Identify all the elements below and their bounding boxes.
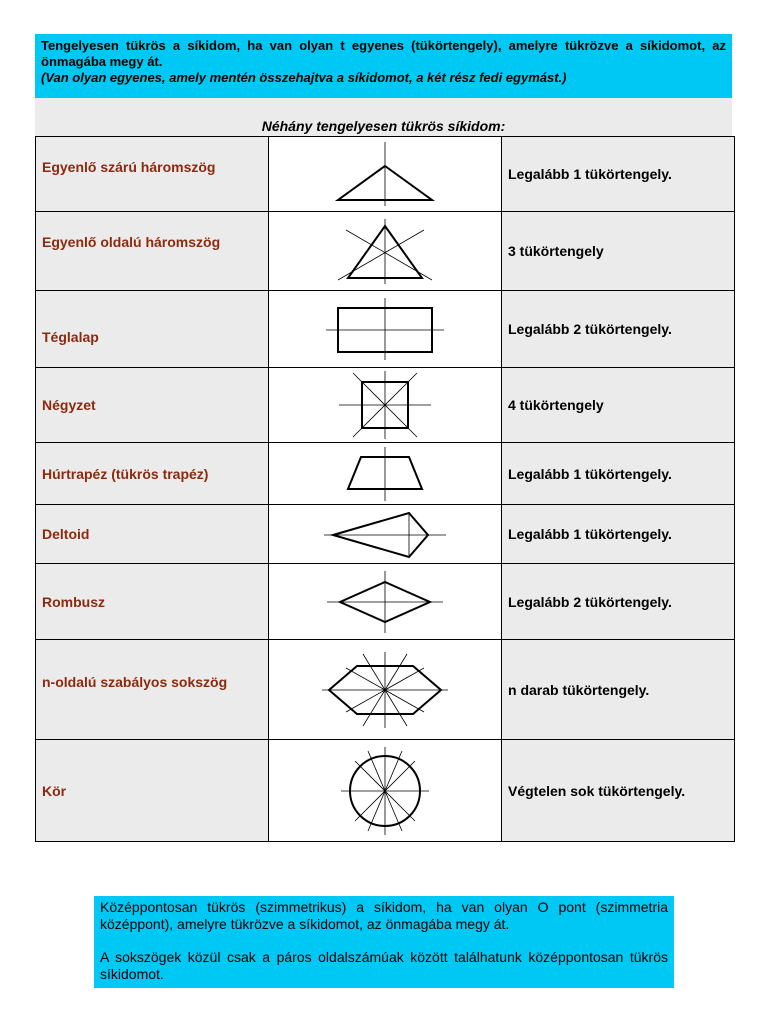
axes-count: Legalább 1 tükörtengely. [508,166,672,182]
trapezoid-icon [325,445,445,503]
shape-name: Négyzet [42,397,96,413]
axes-count: 4 tükörtengely [508,397,604,413]
rhombus-icon [325,567,445,637]
axes-count: n darab tükörtengely. [508,681,650,698]
definition-note: (Van olyan egyenes, amely mentén összehajtva a síkidomot, a két rész fedi egymást.) [41,70,567,85]
table-caption: Néhány tengelyesen tükrös síkidom: [261,118,506,134]
central-symmetry-box [94,896,674,988]
shape-name: n-oldalú szabályos sokszög [42,674,228,690]
axes-count: 3 tükörtengely [508,243,604,259]
table-row [36,443,735,505]
table-row [36,564,735,640]
table-row [36,505,735,564]
square-icon [325,369,445,441]
rectangle-icon [320,294,450,364]
table-row [36,137,735,212]
central-definition: Középpontosan tükrös (szimmetrikus) a síkidom, ha van olyan O pont (szimmetria középpont), amelyre tükrözve a síkidomot, az önmagába megy át. [100,899,668,932]
axes-count: Legalább 2 tükörtengely. [508,321,672,337]
axes-count: Legalább 2 tükörtengely. [508,593,672,610]
axes-count: Végtelen sok tükörtengely. [508,782,686,799]
equilateral-triangle-icon [325,216,445,286]
table-row [36,640,735,740]
central-note: A sokszögek közül csak a páros oldalszámúak között találhatunk középpontosan tükrös síkidomot. [100,949,668,982]
table-row [36,212,735,291]
shape-name: Egyenlő oldalú háromszög [42,234,221,250]
isosceles-triangle-icon [325,140,445,208]
shape-name: Rombusz [42,593,105,610]
kite-icon [320,506,450,562]
shape-name: Húrtrapéz (tükrös trapéz) [42,465,209,482]
definition-box [35,34,732,98]
shape-name: Kör [42,782,67,799]
shapes-table [35,136,735,842]
circle-icon [330,743,440,839]
shape-name: Egyenlő szárú háromszög [42,159,216,175]
definition-text: Tengelyesen tükrös a síkidom, ha van olyan t egyenes (tükörtengely), amelyre tükrözve a síkidomot, az önmagába megy át. [41,38,726,69]
shape-name: Deltoid [42,526,90,542]
table-row [36,740,735,842]
shape-name: Téglalap [42,329,99,345]
table-row [36,368,735,443]
axes-count: Legalább 1 tükörtengely. [508,526,672,542]
axes-count: Legalább 1 tükörtengely. [508,465,672,482]
table-row [36,291,735,368]
hexagon-icon [315,644,455,736]
